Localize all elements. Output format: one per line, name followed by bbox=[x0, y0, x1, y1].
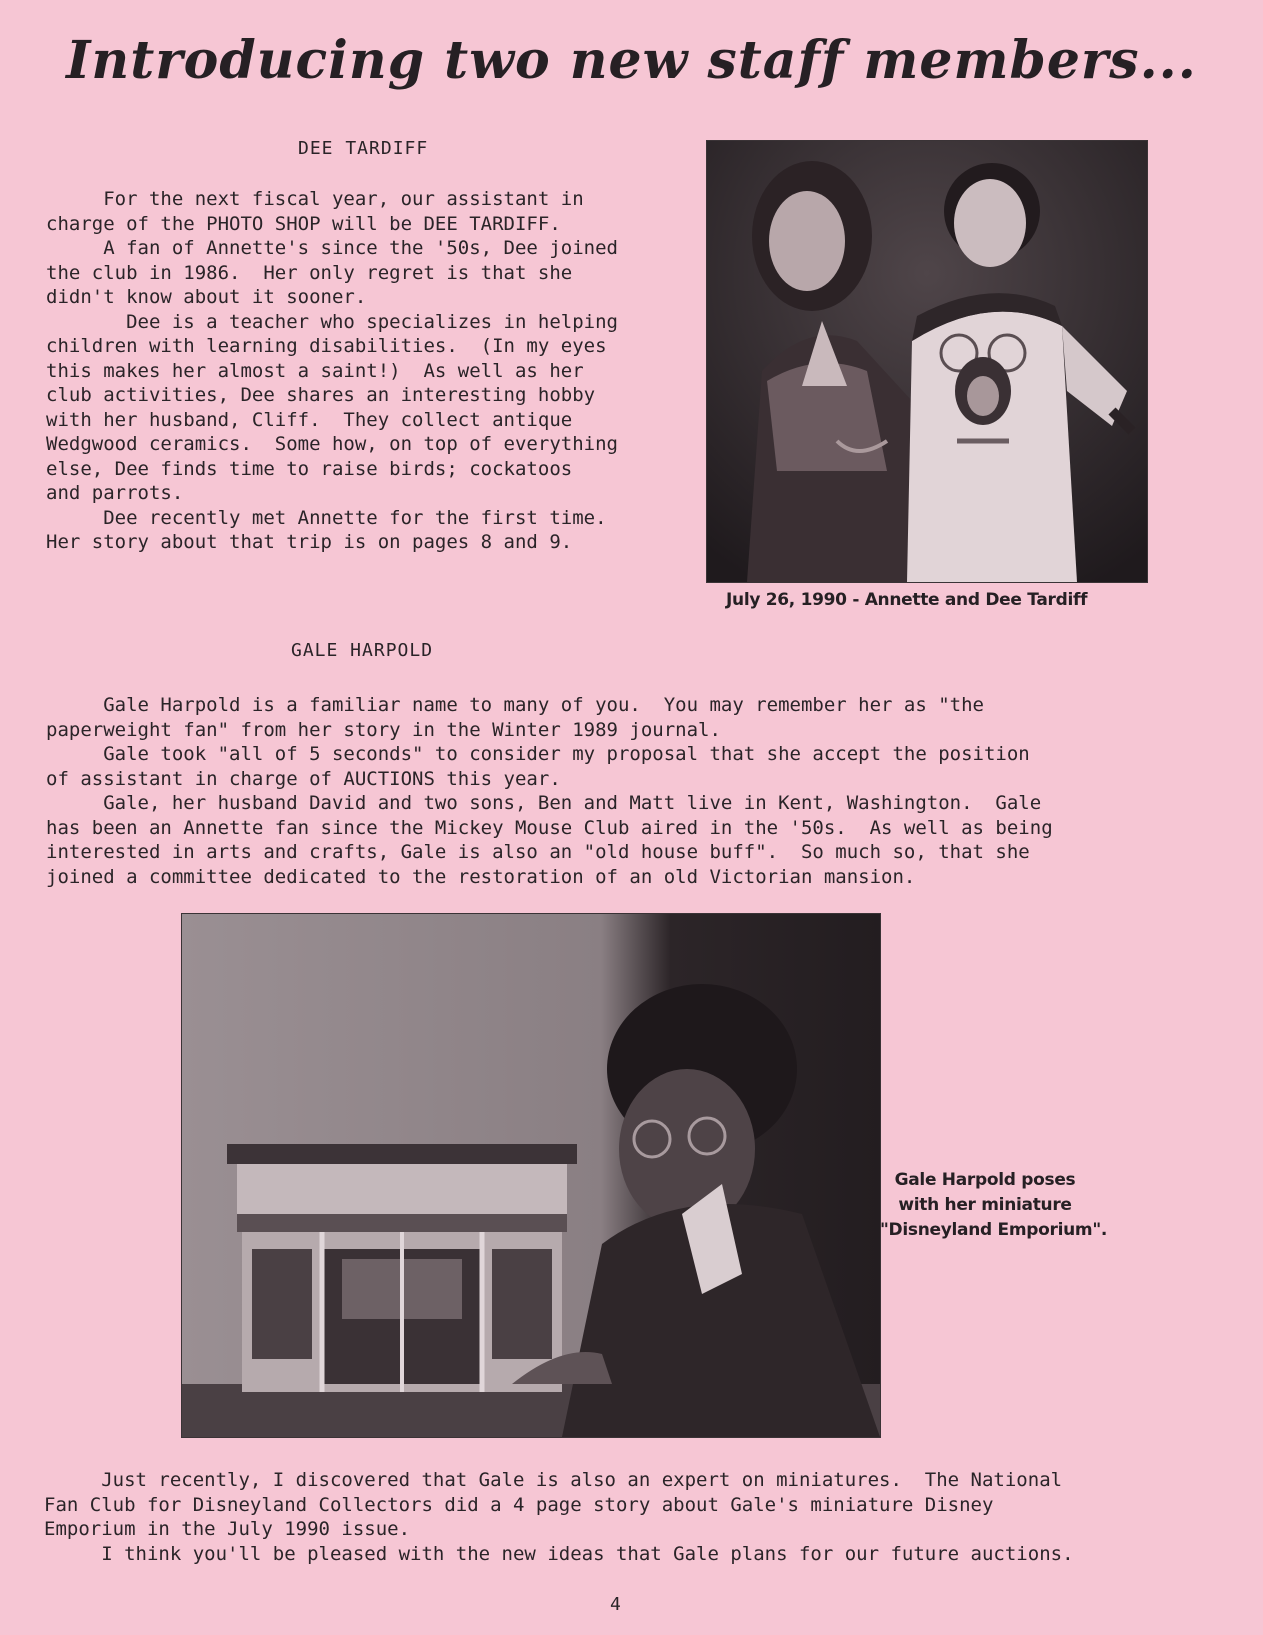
photo-annette-and-dee bbox=[706, 140, 1148, 583]
page-number: 4 bbox=[610, 1594, 621, 1615]
section-heading-dee-tardiff: DEE TARDIFF bbox=[298, 138, 429, 159]
gale-harpold-closing-text: Just recently, I discovered that Gale is also an expert on miniatures. The National Fan Club for Disneyland Collectors did a 4 page story about Gale's miniature Disney Emporium in the July 1990 issue. I think you'll be pleased with the new ideas that Gale plans for our future auctions. bbox=[44, 1469, 1074, 1565]
dee-tardiff-text: For the next fiscal year, our assistant in charge of the PHOTO SHOP will be DEE TARDIFF. A fan of Annette's since the '50s, Dee joined the club in 1986. Her only regret is that she didn't know about it sooner. Dee is a teacher who specializes in helping children with learning disabilities. (In my eyes this makes her almost a saint!) As well as her club activities, Dee shares an interesting hobby with her husband, Cliff. They collect antique Wedgwood ceramics. Some how, on top of everything else, Dee finds time to raise birds; cockatoos and parrots. Dee recently met Annette for the first time. Her story about that trip is on pages 8 and 9. bbox=[46, 188, 618, 553]
photo-caption-gale: Gale Harpold poses with her miniature "Disneyland Emporium". bbox=[880, 1170, 1108, 1240]
gale-harpold-text: Gale Harpold is a familiar name to many of you. You may remember her as "the paperweight fan" from her story in the Winter 1989 journal. Gale took "all of 5 seconds" to consider my proposal that she accept the position of assistant in charge of AUCTIONS this year. Gale, her husband David and two sons, Ben and Matt live in Kent, Washington. Gale has been an Annette fan since the Mickey Mouse Club aired in the '50s. As well as being interested in arts and crafts, Gale is also an "old house buff". So much so, that she joined a committee dedicated to the restoration of an old Victorian mansion. bbox=[46, 694, 1053, 888]
page-title: Introducing two new staff members... bbox=[66, 30, 1197, 91]
photo-gale-harpold-emporium bbox=[181, 913, 881, 1438]
photo-caption-annette-dee: July 26, 1990 - Annette and Dee Tardiff bbox=[726, 590, 1088, 610]
section-heading-gale-harpold: GALE HARPOLD bbox=[291, 640, 434, 661]
